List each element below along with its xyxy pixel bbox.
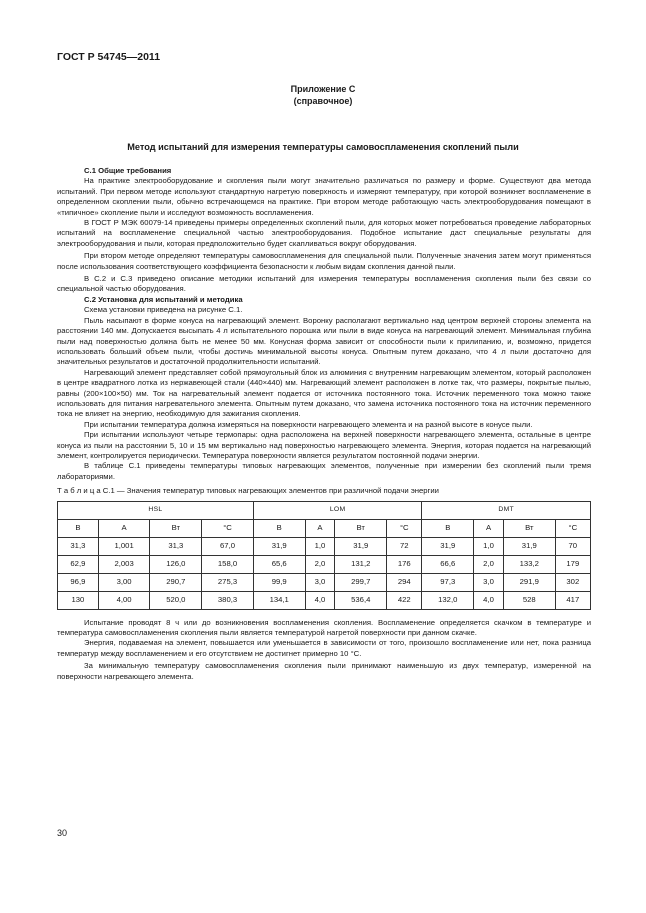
table-unit-header: °С bbox=[555, 519, 590, 537]
table-group-header: HSL bbox=[58, 501, 254, 519]
table-cell: 294 bbox=[387, 573, 422, 591]
table-cell: 97,3 bbox=[422, 573, 474, 591]
paragraph: В С.2 и С.3 приведено описание методики испытаний для измерения температуры воспламенения скопления пыли без связи со специальной частью оборудования. bbox=[57, 274, 591, 294]
paragraph: Нагревающий элемент представляет собой прямоугольный блок из алюминия с внутренним нагревающим элементом, который расположен в центре квадратного лотка из нержавеющей стали (440×440) мм. Нагревающий элемент расположен в лотке так, что размеры, покрытые пылью, равны (200×100×50) мм. Ток на нагревательный элемент подается от источника постоянного тока. Источник переменного тока можно также использовать для питания нагревательного элемента. Опытным путем доказано, что замена источника постоянного тока на источник переменного тока не влияет на энергию, необходимую для зажигания скопления. bbox=[57, 367, 591, 419]
table-cell: 528 bbox=[503, 591, 555, 609]
table-cell: 1,001 bbox=[98, 537, 150, 555]
table-cell: 536,4 bbox=[335, 591, 387, 609]
table-cell: 176 bbox=[387, 555, 422, 573]
table-unit-header: А bbox=[305, 519, 335, 537]
section-c1-heading: С.1 Общие требования bbox=[84, 166, 172, 175]
table-row bbox=[58, 591, 591, 609]
paragraph: Пыль насыпают в форме конуса на нагревающий элемент. Воронку располагают вертикально над центром верхней стороны элемента на расстоянии 140 мм. Допускается высыпать 4 л испытательного порошка или пыли в виде конуса на нагревающий элемент. Минимальная глубина пыли над поверхностью должна быть не менее 50 мм. Конусная форма зависит от способности пыли к прилипанию, и, возможно, придется использовать больший объем пыли, чтобы достичь минимальной высоты конуса. Опытным путем доказано, что 4 л пыли достаточно для значительных результатов и достаточной продолжительности испытаний. bbox=[57, 315, 591, 367]
table-unit-header: °С bbox=[202, 519, 254, 537]
table-cell: 179 bbox=[555, 555, 590, 573]
paragraph: В таблице С.1 приведены температуры типовых нагревающих элементов, полученные при измерении без скоплений пыли тремя лабораториями. bbox=[57, 461, 591, 481]
data-table bbox=[57, 501, 591, 610]
paragraph: Энергия, подаваемая на элемент, повышается или уменьшается в зависимости от того, произошло воспламенение или нет, пока разница температур между воспламенением и его отсутствием не достигнет примерно 10 °С. bbox=[57, 638, 591, 658]
table-unit-header: В bbox=[253, 519, 305, 537]
table-cell: 3,0 bbox=[305, 573, 335, 591]
section-c2-heading: С.2 Установка для испытаний и методика bbox=[84, 294, 243, 304]
table-cell: 126,0 bbox=[150, 555, 202, 573]
table-cell: 4,0 bbox=[305, 591, 335, 609]
table-cell: 31,3 bbox=[150, 537, 202, 555]
table-row bbox=[58, 573, 591, 591]
appendix-block bbox=[0, 83, 646, 107]
table-cell: 422 bbox=[387, 591, 422, 609]
table-cell: 417 bbox=[555, 591, 590, 609]
table-cell: 31,9 bbox=[503, 537, 555, 555]
table-cell: 31,9 bbox=[253, 537, 305, 555]
table-cell: 70 bbox=[555, 537, 590, 555]
paragraph: В ГОСТ Р МЭК 60079-14 приведены примеры определенных скоплений пыли, для которых может потребоваться проведение лабораторных испытаний на воспламенение специальной частью электрооборудования. Подобное испытание даст специальные результаты для электрооборудования и пыли, которая предположительно будет скапливаться вокруг оборудования. bbox=[57, 218, 591, 248]
table-cell: 96,9 bbox=[58, 573, 99, 591]
table-cell: 65,6 bbox=[253, 555, 305, 573]
table-unit-header: °С bbox=[387, 519, 422, 537]
page-number: 30 bbox=[57, 828, 68, 838]
table-caption: Т а б л и ц а С.1 — Значения температур типовых нагревающих элементов при различной подачи энергии bbox=[57, 486, 439, 496]
paragraph: При испытании температура должна измеряться на поверхности нагревающего элемента и на разной высоте в конусе пыли. bbox=[84, 419, 533, 429]
table-unit-header: Вт bbox=[335, 519, 387, 537]
table-cell: 72 bbox=[387, 537, 422, 555]
table-unit-header: Вт bbox=[150, 519, 202, 537]
table-cell: 4,0 bbox=[474, 591, 504, 609]
table-unit-header: А bbox=[98, 519, 150, 537]
table-group-header-row bbox=[58, 501, 591, 519]
table-row bbox=[58, 555, 591, 573]
table-cell: 291,9 bbox=[503, 573, 555, 591]
table-cell: 2,0 bbox=[305, 555, 335, 573]
table-cell: 158,0 bbox=[202, 555, 254, 573]
paragraph: Испытание проводят 8 ч или до возникновения воспламенения скопления. Воспламенение определяется скачком в температуре и температура самовоспламенения скопления пыли является температурой нагретой поверхности при данном скачке. bbox=[57, 617, 591, 637]
table-cell: 275,3 bbox=[202, 573, 254, 591]
table-cell: 290,7 bbox=[150, 573, 202, 591]
table-cell: 520,0 bbox=[150, 591, 202, 609]
table-cell: 31,3 bbox=[58, 537, 99, 555]
table-cell: 4,00 bbox=[98, 591, 150, 609]
document-header: ГОСТ Р 54745—2011 bbox=[57, 51, 161, 63]
table-unit-header: В bbox=[58, 519, 99, 537]
appendix-subtitle: (справочное) bbox=[293, 96, 353, 106]
document-body bbox=[57, 166, 591, 682]
table-cell: 66,6 bbox=[422, 555, 474, 573]
table-unit-header: В bbox=[422, 519, 474, 537]
table-cell: 299,7 bbox=[335, 573, 387, 591]
table-cell: 2,003 bbox=[98, 555, 150, 573]
table-row bbox=[58, 537, 591, 555]
table-cell: 31,9 bbox=[422, 537, 474, 555]
table-unit-header: Вт bbox=[503, 519, 555, 537]
document-title: Метод испытаний для измерения температуры самовоспламенения скоплений пыли bbox=[127, 142, 519, 152]
paragraph: За минимальную температуру самовоспламенения скопления пыли принимают наименьшую из двух температур, измеренной на поверхности нагревающего элемента. bbox=[57, 661, 591, 681]
table-cell: 131,2 bbox=[335, 555, 387, 573]
table-cell: 132,0 bbox=[422, 591, 474, 609]
appendix-title: Приложение С bbox=[290, 84, 356, 94]
table-cell: 1,0 bbox=[474, 537, 504, 555]
table-cell: 1,0 bbox=[305, 537, 335, 555]
table-cell: 99,9 bbox=[253, 573, 305, 591]
table-cell: 67,0 bbox=[202, 537, 254, 555]
table-cell: 302 bbox=[555, 573, 590, 591]
table-cell: 2,0 bbox=[474, 555, 504, 573]
table-cell: 62,9 bbox=[58, 555, 99, 573]
closing-paragraphs bbox=[57, 618, 591, 682]
table-cell: 31,9 bbox=[335, 537, 387, 555]
paragraph: При испытании используют четыре термопары: одна расположена на верхней поверхности нагревающего элемента, остальные в центре конуса из пыли на расстоянии 5, 10 и 15 мм вертикально над поверхностью нагревающего элемента. Энергия, которая подается на нагревающий элемент, контролируется периодически. Температура поверхности является результатом постоянной подачи энергии. bbox=[57, 430, 591, 460]
table-cell: 3,00 bbox=[98, 573, 150, 591]
paragraph: Схема установки приведена на рисунке С.1. bbox=[84, 305, 243, 315]
table-cell: 134,1 bbox=[253, 591, 305, 609]
table-unit-header: А bbox=[474, 519, 504, 537]
table-group-header: DMT bbox=[422, 501, 591, 519]
table-cell: 380,3 bbox=[202, 591, 254, 609]
paragraph: На практике электрооборудование и скопления пыли могут значительно различаться по размеру и форме. Существуют два метода испытаний. При первом методе используют стандартную нагретую поверхность и измеряют температуру, при которой возникнет воспламенение в определенном скоплении пыли, обычно встречающемся на практике. При втором методе работающую часть электрооборудования помещают в «типичное» скопление пыли и исследуют возможность воспламенения. bbox=[57, 176, 591, 217]
table-group-header: LOM bbox=[253, 501, 422, 519]
table-cell: 3,0 bbox=[474, 573, 504, 591]
table-cell: 130 bbox=[58, 591, 99, 609]
table-cell: 133,2 bbox=[503, 555, 555, 573]
paragraph: При втором методе определяют температуры самовоспламенения для специальной пыли. Полученные значения затем могут применяться после использования соответствующего коэффициента безопасности к любым видам скопления данной пыли. bbox=[57, 251, 591, 271]
table-units-row bbox=[58, 519, 591, 537]
